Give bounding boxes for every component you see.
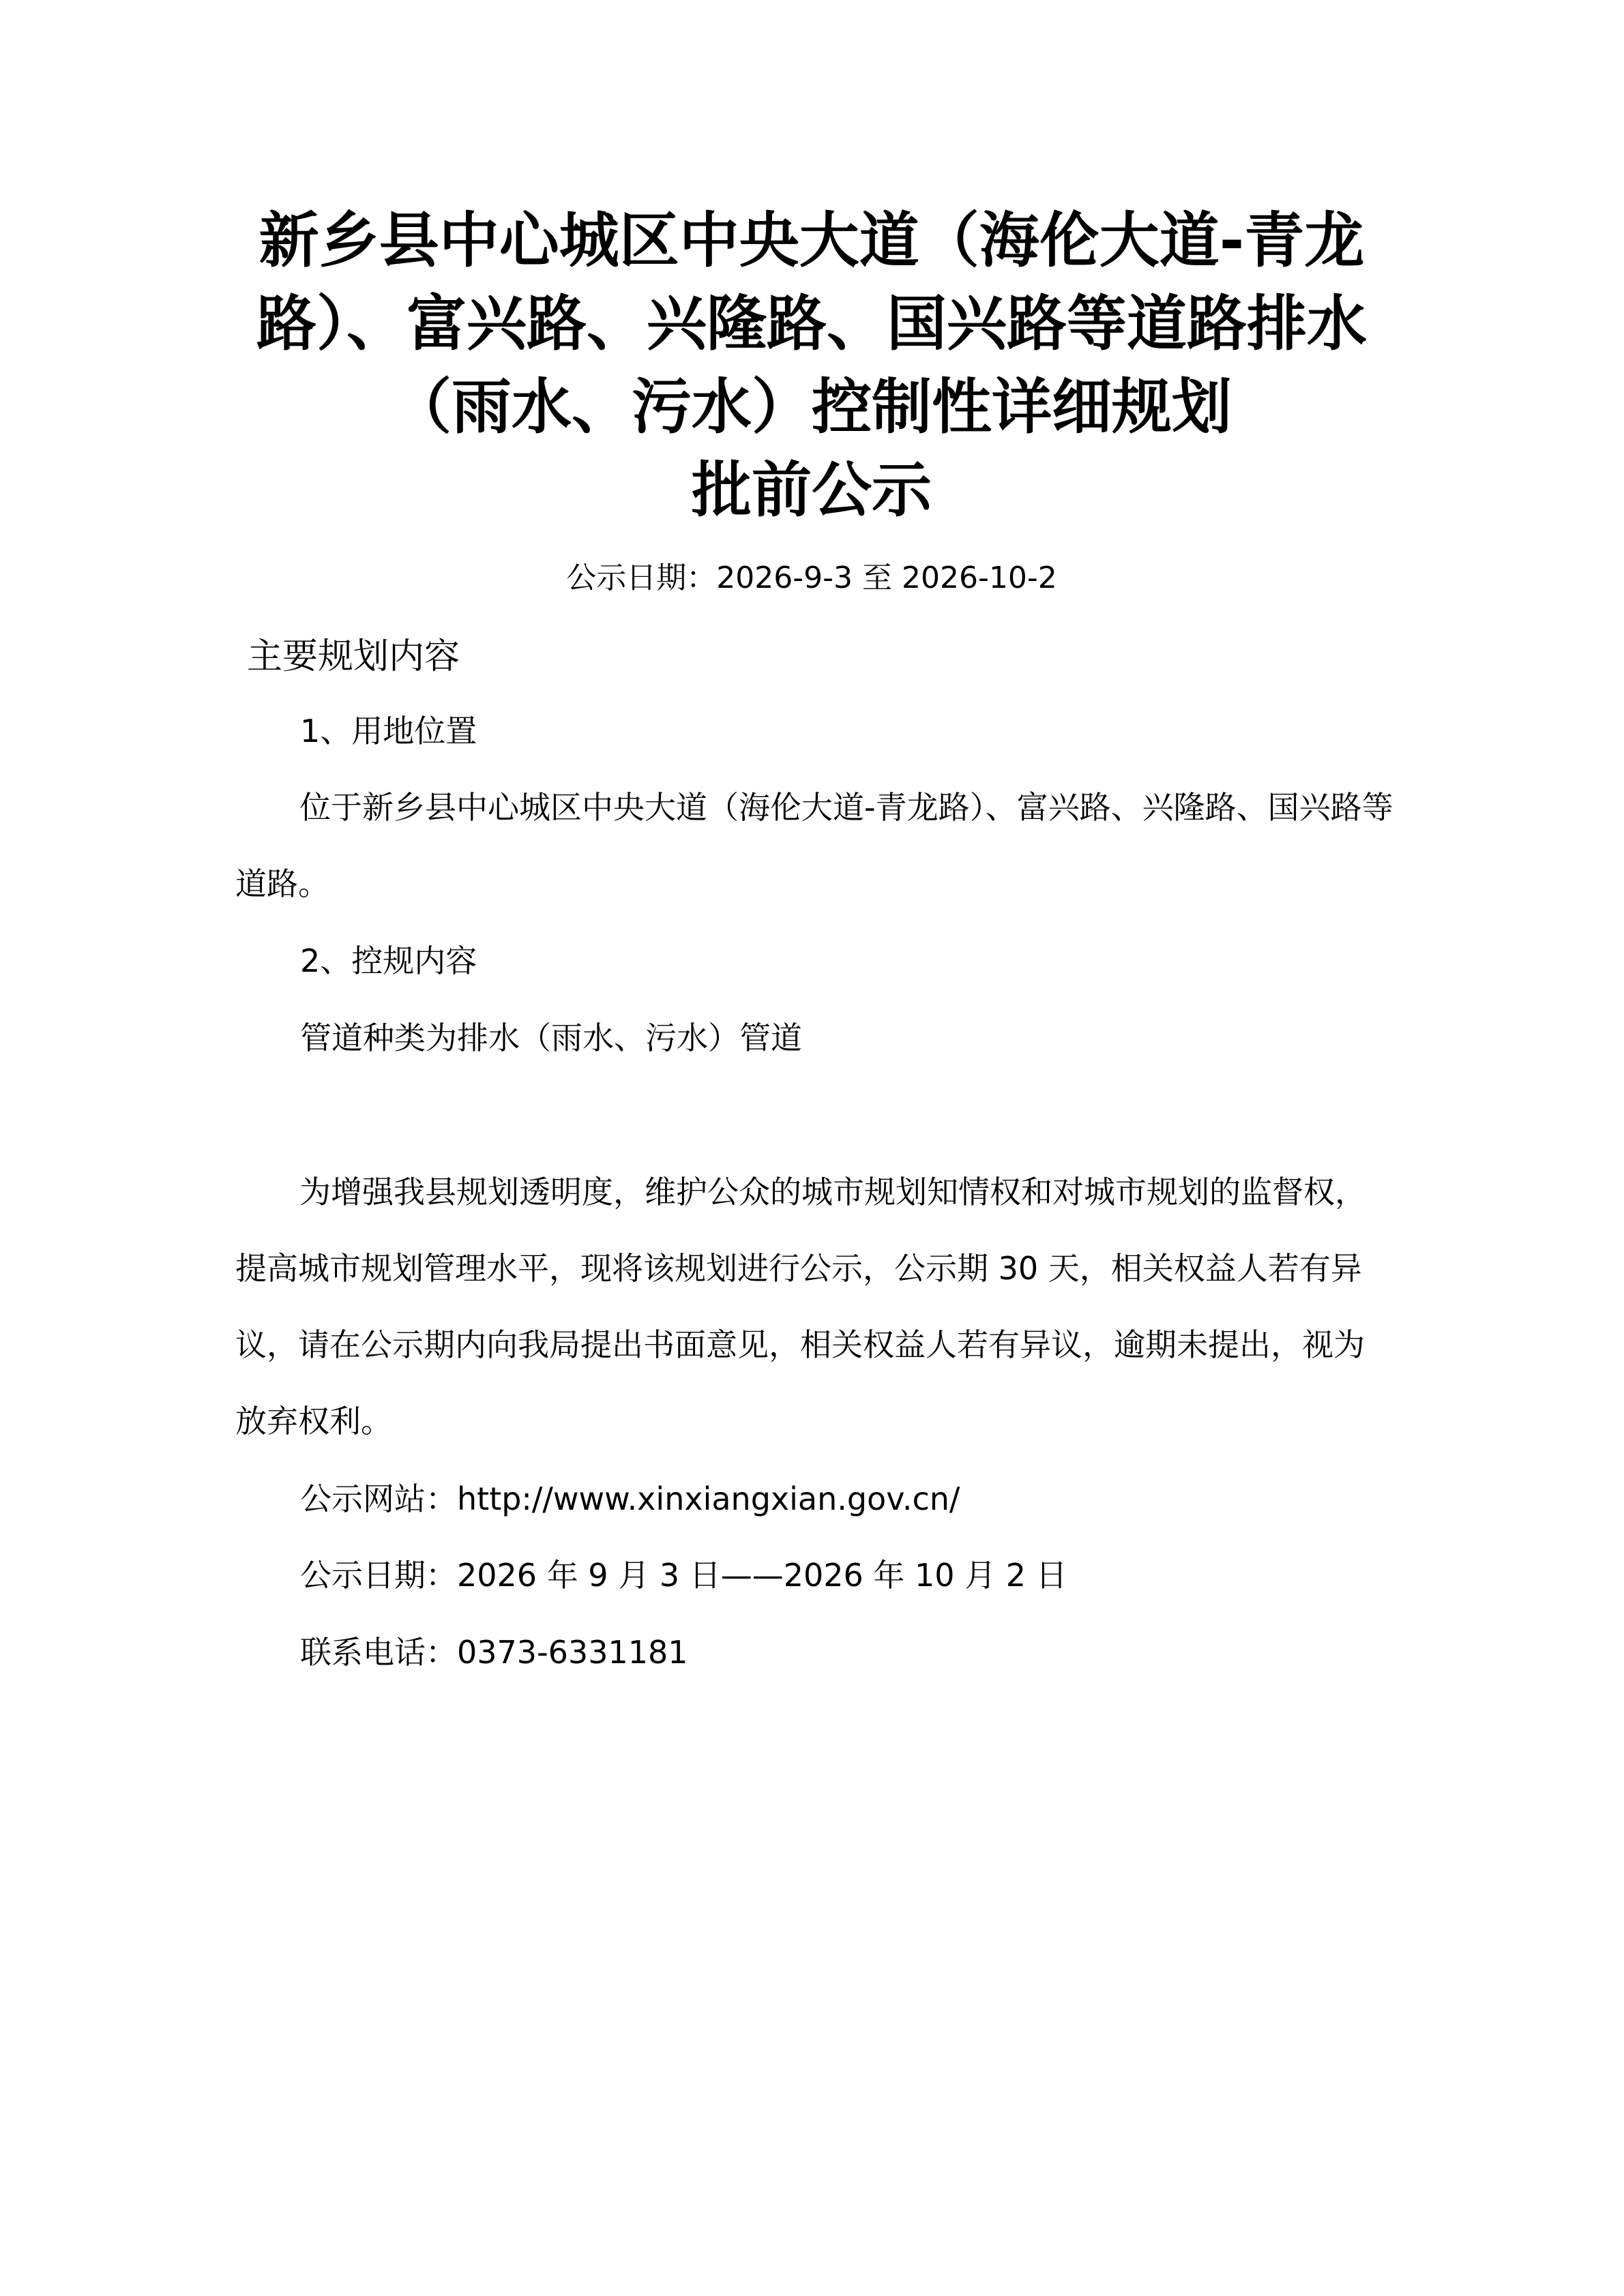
period-line: 公示日期：2026 年 9 月 3 日——2026 年 10 月 2 日 [300, 1557, 1067, 1594]
website-line: 公示网站：http://www.xinxiangxian.gov.cn/ [300, 1480, 960, 1517]
item1-heading: 1、用地位置 [300, 713, 477, 749]
item2-body: 管道种类为排水（雨水、污水）管道 [300, 1019, 802, 1056]
document-subtitle: 批前公示 [691, 455, 932, 525]
document-title [225, 199, 1398, 532]
notice-paragraph [235, 1154, 1395, 1459]
phone-line: 联系电话：0373-6331181 [300, 1634, 688, 1671]
item2-heading: 2、控规内容 [300, 942, 477, 979]
section-heading: 主要规划内容 [247, 636, 460, 677]
title-line-3: （雨水、污水）控制性详细规划 [391, 372, 1232, 442]
title-line-1: 新乡县中心城区中央大道（海伦大道-青龙 [259, 205, 1365, 275]
notice-body: 为增强我县规划透明度，维护公众的城市规划知情权和对城市规划的监督权，提高城市规划管理水平，现将该规划进行公示，公示期 30 天，相关权益人若有异议，请在公示期内向我局提出书面意见，相关权益人若有异议，逾期未提出，视为放弃权利。 [235, 1174, 1366, 1440]
item1-body: 位于新乡县中心城区中央大道（海伦大道-青龙路）、富兴路、兴隆路、国兴路等道路。 [235, 789, 1393, 902]
title-line-2: 路）、富兴路、兴隆路、国兴路等道路排水 [256, 288, 1367, 359]
item1-body-paragraph [235, 769, 1395, 922]
notice-date: 公示日期：2026-9-3 至 2026-10-2 [566, 561, 1057, 595]
